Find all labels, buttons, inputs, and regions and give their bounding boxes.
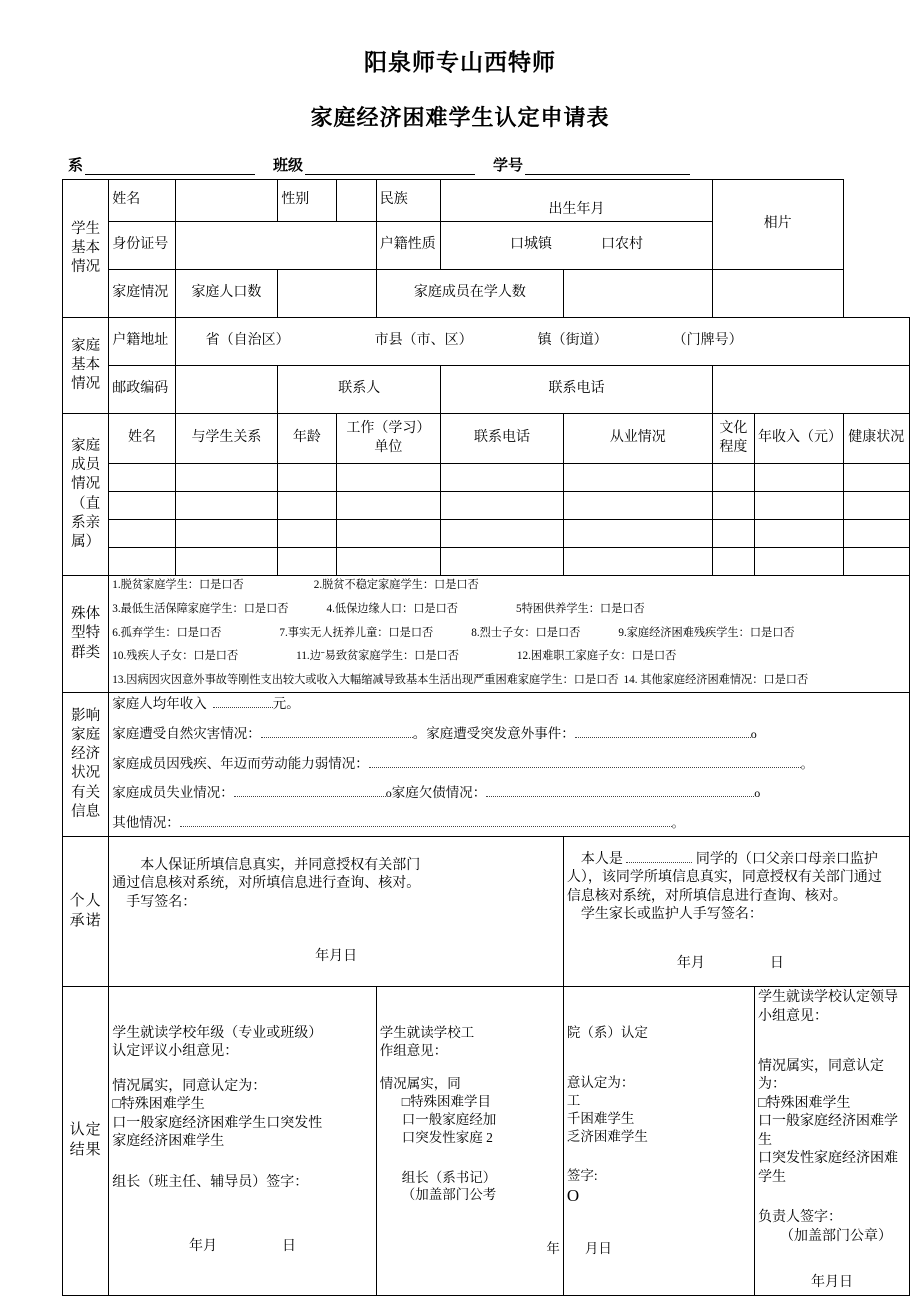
parent-date-ym: 年月 <box>676 955 705 971</box>
result-col1-date-ym: 年月 <box>189 1239 218 1255</box>
member-education[interactable] <box>712 464 754 492</box>
member-income[interactable] <box>754 548 843 576</box>
disability-label: 家庭成员因残疾、年迈而劳动能力弱情况： <box>112 755 369 771</box>
family-members-header-row <box>63 414 910 464</box>
disability-line <box>112 755 906 773</box>
unemployment-end-mark: o <box>385 786 392 801</box>
student-basic-row-1 <box>63 180 910 222</box>
col-header-relation: 与学生关系 <box>175 414 278 464</box>
result-col4-title-1: 学生就读学校认定领导小组意见： <box>757 990 898 1024</box>
other-label: 其他情况： <box>112 815 180 831</box>
result-col-school-leading-group[interactable] <box>754 987 909 1296</box>
disaster-input[interactable] <box>261 725 413 738</box>
member-workplace[interactable] <box>336 548 441 576</box>
special-item-12-checkbox[interactable]: 口是口否 <box>631 650 677 663</box>
student-commitment-cell[interactable] <box>109 837 564 987</box>
household-type-label: 户籍性质 <box>376 222 440 270</box>
influence-info-side-label: 影响家庭经济状况有关信息 <box>63 692 109 836</box>
disaster-line <box>112 725 906 743</box>
members-in-school-input[interactable] <box>563 270 712 318</box>
special-categories-row <box>63 576 910 693</box>
result-col3-date[interactable]: 月日 <box>584 1240 612 1256</box>
name-label: 姓名 <box>109 180 175 222</box>
unemployment-line <box>112 784 906 802</box>
result-col4-option-1[interactable]: □特殊困难学生 <box>757 1095 851 1111</box>
member-education[interactable] <box>712 548 754 576</box>
result-col1-option-2[interactable]: 口一般家庭经济困难学生口突发性 <box>112 1115 323 1131</box>
special-item-5-checkbox[interactable]: 口是口否 <box>599 602 645 615</box>
student-commitment-text-2: 通过信息核对系统，对所填信息进行查询、核对。 <box>112 876 421 892</box>
col-header-name: 姓名 <box>109 414 175 464</box>
household-type-options[interactable] <box>441 222 713 270</box>
special-item-3-checkbox[interactable]: 口是口否 <box>243 602 289 615</box>
postcode-input[interactable] <box>175 366 278 414</box>
special-item-9-checkbox[interactable]: 口是口否 <box>749 626 795 639</box>
unemployment-input[interactable] <box>234 784 386 797</box>
result-col2-seal-label: （加盖部门公考 <box>401 1187 497 1203</box>
result-col2-confirm: 情况属实，同 <box>379 1076 461 1092</box>
application-form-table <box>62 179 910 1296</box>
result-col1-option-1[interactable]: □特殊困难学生 <box>112 1097 205 1113</box>
special-item-7-checkbox[interactable]: 口是口否 <box>388 626 434 639</box>
other-end-mark: 。 <box>671 816 684 831</box>
special-item-9-label: 9.家庭经济困难残疾学生： <box>618 626 750 639</box>
result-col4-seal-label: （加盖部门公章） <box>779 1228 892 1244</box>
phone-label: 联系电话 <box>441 366 713 414</box>
member-relation[interactable] <box>175 464 278 492</box>
special-item-1-checkbox[interactable]: 口是口否 <box>198 579 244 591</box>
member-relation[interactable] <box>175 492 278 520</box>
result-col1-date[interactable] <box>112 1238 373 1256</box>
special-item-2-checkbox[interactable]: 口是口否 <box>434 579 479 591</box>
member-workplace[interactable] <box>336 492 441 520</box>
family-member-row[interactable] <box>63 492 910 520</box>
id-number-label: 身份证号 <box>109 222 175 270</box>
special-item-14-checkbox[interactable]: 口是口否 <box>763 674 809 687</box>
member-phone[interactable] <box>441 548 564 576</box>
special-item-13-checkbox[interactable]: 口是口否 <box>573 674 619 687</box>
result-col2-option-2[interactable]: 口一般家庭经加 <box>401 1111 497 1127</box>
address-town: 镇（街道） <box>537 333 608 349</box>
special-item-8-label: 8.烈士子女： <box>471 626 536 639</box>
result-col4-option-2[interactable]: 口一般家庭经济困难学生 <box>757 1114 898 1148</box>
parent-commitment-text-3: 信息核对系统，对所填信息进行查询、核对。 <box>566 888 847 904</box>
member-relation[interactable] <box>175 520 278 548</box>
family-size-input[interactable] <box>278 270 377 318</box>
result-col1-title-2: 认定评议小组意见： <box>112 1044 239 1060</box>
special-item-10-checkbox[interactable]: 口是口否 <box>193 650 239 663</box>
student-basic-side-label: 学生基本情况 <box>63 180 109 318</box>
member-age[interactable] <box>278 492 336 520</box>
special-category-line <box>112 578 906 593</box>
family-size-label: 家庭人口数 <box>175 270 278 318</box>
family-members-side-label: 家庭成员情况（直系亲属） <box>63 414 109 576</box>
postcode-label: 邮政编码 <box>109 366 175 414</box>
address-city: 市县（市、区） <box>374 333 473 349</box>
dept-label: 系 <box>68 158 84 174</box>
member-health[interactable] <box>843 520 909 548</box>
member-phone[interactable] <box>441 520 564 548</box>
result-col3-title-1: 院（系）认定 <box>566 1025 648 1041</box>
address-label: 户籍地址 <box>109 318 175 366</box>
family-situation-spacer <box>712 270 843 318</box>
result-col4-signature-label: 负责人签字： <box>757 1210 842 1226</box>
result-col3-option-3[interactable]: 乏济困难学生 <box>566 1128 648 1144</box>
class-field[interactable] <box>273 154 475 175</box>
member-name[interactable] <box>109 492 175 520</box>
disaster-label: 家庭遭受自然灾害情况： <box>112 725 261 741</box>
debt-label: 家庭欠债情况： <box>391 785 487 801</box>
result-col2-date[interactable]: 年 <box>546 1241 560 1257</box>
result-col3-confirm: 意认定为： <box>566 1075 635 1091</box>
member-phone[interactable] <box>441 492 564 520</box>
address-province: 省（自治区） <box>205 333 290 349</box>
checkbox-urban[interactable]: 口城镇 <box>509 237 552 253</box>
member-phone[interactable] <box>441 464 564 492</box>
special-category-line <box>112 673 906 688</box>
parent-commitment-text-1 <box>567 850 906 869</box>
special-item-8-checkbox[interactable]: 口是口否 <box>535 626 581 639</box>
member-name[interactable] <box>109 548 175 576</box>
result-col1-date-d: 日 <box>282 1239 297 1255</box>
parent-commitment-text-2: 人），该同学所填信息真实，同意授权有关部门通过 <box>566 870 882 886</box>
debt-input[interactable] <box>486 784 754 797</box>
header-meta-line <box>0 154 920 175</box>
result-col1-signature-label: 组长（班主任、辅导员）签字： <box>112 1174 309 1190</box>
result-col2-title-2: 作组意见： <box>379 1042 448 1058</box>
special-item-5-label: 5特困供养学生： <box>515 602 600 615</box>
address-input[interactable] <box>175 318 909 366</box>
avg-income-label: 家庭人均年收入 <box>112 695 207 711</box>
disability-end-mark: 。 <box>800 756 813 771</box>
org-title: 阳泉师专山西特师 <box>364 49 556 75</box>
class-input[interactable] <box>305 161 475 175</box>
result-col3-option-1[interactable]: 工 <box>566 1092 581 1108</box>
family-basic-side-label: 家庭基本情况 <box>63 318 109 414</box>
contact-label: 联系人 <box>278 366 441 414</box>
special-category-line <box>112 626 906 641</box>
member-employment[interactable] <box>563 492 712 520</box>
influence-info-content[interactable] <box>109 692 910 836</box>
result-col-department[interactable] <box>563 987 754 1296</box>
member-education[interactable] <box>712 492 754 520</box>
student-signature-label: 手写签名： <box>126 894 197 910</box>
col-header-employment: 从业情况 <box>563 414 712 464</box>
member-employment[interactable] <box>563 548 712 576</box>
result-col3-signature-label: 签字: <box>566 1168 598 1184</box>
special-item-14-label: 14. 其他家庭经济困难情况： <box>623 674 764 687</box>
household-address-row <box>63 318 910 366</box>
col-header-health: 健康状况 <box>843 414 909 464</box>
student-id-field[interactable] <box>493 154 690 175</box>
col-header-phone: 联系电话 <box>441 414 564 464</box>
disaster-end-mark: o <box>750 726 757 741</box>
debt-end-mark: o <box>754 786 761 801</box>
influence-info-row <box>63 692 910 836</box>
member-name[interactable] <box>109 464 175 492</box>
family-situation-label: 家庭情况 <box>109 270 175 318</box>
family-situation-row <box>63 270 910 318</box>
unemployment-label: 家庭成员失业情况： <box>112 785 234 801</box>
special-item-11-label: 11.边ˉ易致贫家庭学生： <box>296 650 415 663</box>
parent-signature-date[interactable] <box>567 955 906 973</box>
member-income[interactable] <box>754 464 843 492</box>
page-title: 家庭经济困难学生认定申请表 <box>310 105 610 130</box>
id-number-input[interactable] <box>175 222 376 270</box>
special-categories-list[interactable] <box>109 576 910 693</box>
special-item-6-label: 6.孤弃学生： <box>112 626 177 639</box>
avg-income-unit: 元。 <box>272 695 300 711</box>
member-employment[interactable] <box>563 520 712 548</box>
result-col-class-group[interactable] <box>109 987 377 1296</box>
col-header-age: 年龄 <box>278 414 336 464</box>
student-signature-date[interactable]: 年月日 <box>315 949 358 964</box>
member-income[interactable] <box>754 520 843 548</box>
result-col2-option-3[interactable]: 口突发性家庭 2 <box>401 1129 493 1145</box>
address-house: （门牌号） <box>672 333 743 349</box>
avg-income-line <box>112 695 906 713</box>
result-side-label: 认定结果 <box>63 987 109 1296</box>
member-education[interactable] <box>712 520 754 548</box>
result-col2-signature-label: 组长（系书记） <box>401 1169 497 1185</box>
member-health[interactable] <box>843 492 909 520</box>
result-col1-title-1: 学生就读学校年级（专业或班级） <box>112 1025 323 1041</box>
special-item-4-checkbox[interactable]: 口是口否 <box>413 602 458 615</box>
result-row <box>63 987 910 1296</box>
result-col1-option-3[interactable]: 家庭经济困难学生 <box>112 1134 225 1150</box>
avg-income-input[interactable] <box>213 695 273 708</box>
student-id-input[interactable] <box>525 161 690 175</box>
special-item-3-label: 3.最低生活保障家庭学生： <box>112 602 244 615</box>
family-member-row[interactable] <box>63 520 910 548</box>
parent-self-label: 本人是 <box>580 851 623 867</box>
member-health[interactable] <box>843 548 909 576</box>
family-member-row[interactable] <box>63 464 910 492</box>
checkbox-rural[interactable]: 口农村 <box>600 237 643 253</box>
member-age[interactable] <box>278 520 336 548</box>
name-input[interactable] <box>175 180 278 222</box>
member-age[interactable] <box>278 548 336 576</box>
result-col4-confirm: 情况属实，同意认定为： <box>757 1058 884 1093</box>
photo-box: 相片 <box>712 180 843 270</box>
result-col3-option-2[interactable]: 千困难学生 <box>566 1110 635 1126</box>
member-income[interactable] <box>754 492 843 520</box>
commitment-row <box>63 837 910 987</box>
student-id-label: 学号 <box>493 158 524 174</box>
result-col2-title-1: 学生就读学校工 <box>379 1024 475 1040</box>
members-in-school-label: 家庭成员在学人数 <box>376 270 563 318</box>
result-col4-option-3[interactable]: 口突发性家庭经济困难学生 <box>757 1151 898 1185</box>
member-health[interactable] <box>843 464 909 492</box>
student-commitment-text-1: 本人保证所填信息真实，并同意授权有关部门 <box>140 857 421 873</box>
special-item-6-checkbox[interactable]: 口是口否 <box>176 626 222 639</box>
special-category-line <box>112 649 906 664</box>
phone-input[interactable] <box>712 366 909 414</box>
special-item-10-label: 10.残疾人子女： <box>112 650 194 663</box>
other-input[interactable] <box>180 814 672 827</box>
result-col2-option-1[interactable]: □特殊困难学目 <box>401 1094 491 1110</box>
special-item-2-label: 2.脱贫不稳定家庭学生： <box>313 579 435 591</box>
col-header-income: 年收入（元） <box>754 414 843 464</box>
dept-input[interactable] <box>85 161 255 175</box>
class-label: 班级 <box>273 158 304 174</box>
disaster-mid-label: 。家庭遭受突发意外事件： <box>412 725 575 741</box>
result-col3-seal-mark: O <box>566 1186 580 1206</box>
special-item-12-label: 12.困难职工家庭子女： <box>516 650 632 663</box>
special-item-7-label: 7.事实无人抚养儿童： <box>279 626 389 639</box>
special-item-11-checkbox[interactable]: 口是口否 <box>414 650 459 663</box>
disability-input[interactable] <box>369 755 801 768</box>
parent-commitment-cell[interactable] <box>563 837 909 987</box>
col-header-education: 文化程度 <box>712 414 754 464</box>
postcode-contact-row <box>63 366 910 414</box>
member-workplace[interactable] <box>336 464 441 492</box>
col-header-workplace: 工作（学习）单位 <box>336 414 441 464</box>
member-employment[interactable] <box>563 464 712 492</box>
ethnicity-label: 民族 <box>376 180 440 222</box>
other-line <box>112 814 906 832</box>
special-category-line <box>112 602 906 617</box>
member-name[interactable] <box>109 520 175 548</box>
result-col-school-workgroup[interactable] <box>376 987 563 1296</box>
birth-label: 出生年月 <box>441 180 713 222</box>
parent-signature-label: 学生家长或监护人手写签名： <box>580 907 763 923</box>
special-item-13-label: 13.因病因灾因意外事故等刚性支出较大或收入大幅缩减导致基本生活出现严重困难家庭学生： <box>112 674 574 687</box>
gender-input[interactable] <box>336 180 376 222</box>
gender-label: 性别 <box>278 180 336 222</box>
commitment-side-label: 个人承诺 <box>63 837 109 987</box>
accident-input[interactable] <box>575 725 751 738</box>
special-item-1-label: 1.脱贫家庭学生： <box>112 579 199 591</box>
member-workplace[interactable] <box>336 520 441 548</box>
special-categories-side-label: 殊体型特群类 <box>63 576 109 693</box>
member-age[interactable] <box>278 464 336 492</box>
parent-student-name-input[interactable] <box>626 850 692 863</box>
member-relation[interactable] <box>175 548 278 576</box>
parent-date-d: 日 <box>769 955 784 971</box>
result-col1-confirm: 情况属实，同意认定为： <box>112 1078 267 1094</box>
result-col4-date[interactable]: 年月日 <box>810 1275 853 1291</box>
family-member-row[interactable] <box>63 548 910 576</box>
parent-relation-options[interactable]: 同学的（口父亲口母亲口监护 <box>695 851 878 867</box>
special-item-4-label: 4.低保边缘人口： <box>326 602 414 615</box>
dept-field[interactable] <box>68 154 255 175</box>
